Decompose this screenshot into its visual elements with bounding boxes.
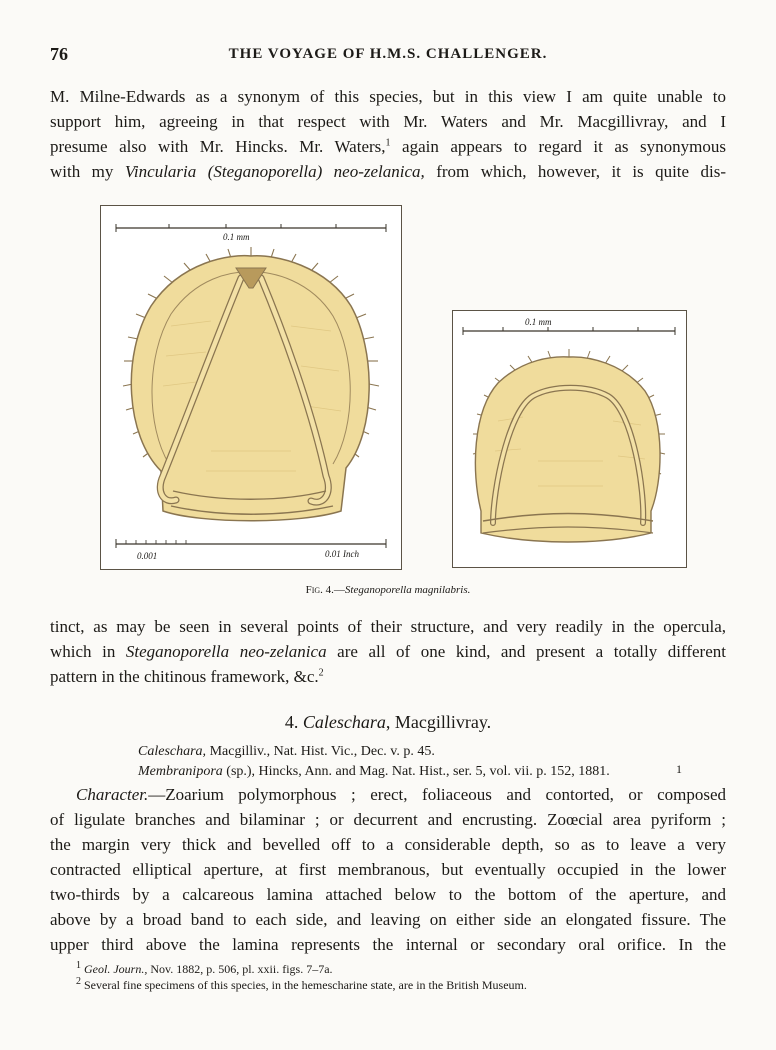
genus-author: , Macgillivray.: [385, 712, 492, 732]
footnote-ref: 1: [385, 137, 391, 149]
text-line: the margin very thick and bevelled off to a considerable depth, so as to leave a very: [50, 835, 726, 854]
text-line: upper third above the lamina represents the internal or secondary oral orifice. In the: [50, 935, 726, 954]
synonym-ref: Macgilliv., Nat. Hist. Vic., Dec. v. p. 45.: [206, 744, 435, 759]
page-header: [50, 44, 726, 66]
synonymy-line: [138, 764, 610, 780]
synonym-ref: (sp.), Hincks, Ann. and Mag. Nat. Hist., ser. 5, vol. vii. p. 152, 1881.: [222, 764, 610, 779]
running-title: THE VOYAGE OF H.M.S. CHALLENGER.: [228, 46, 548, 62]
page-number: 76: [50, 44, 68, 64]
zooecium-drawing-small: [453, 311, 686, 567]
text-run: again appears to regard it as synonymous: [390, 137, 726, 156]
paragraph-2: [50, 614, 726, 689]
footnote-ref: 2: [318, 667, 324, 679]
text-run: with my: [50, 162, 125, 181]
text-run: —Zoarium polymorphous ; erect, foliaceous and contorted, or composed: [148, 785, 726, 804]
synonym-name: Caleschara,: [138, 744, 207, 759]
text-run: from which, however, it is quite dis-: [424, 162, 726, 181]
section-number: 4.: [284, 712, 303, 732]
text-line: [50, 639, 726, 664]
text-line: two-thirds by a calcareous lamina attached below to the bottom of the aperture, and: [50, 885, 726, 904]
caption-dash: —: [333, 584, 345, 596]
footnote-mark: 2: [76, 976, 81, 987]
footnote-mark: 1: [76, 960, 81, 971]
text-run: which in: [50, 642, 126, 661]
text-line: tinct, as may be seen in several points of their structure, and very readily in the opercula,: [50, 617, 726, 636]
text-line: [50, 664, 726, 689]
footnote-text: Nov. 1882, p. 506, pl. xxii. figs. 7–7a.: [147, 962, 333, 976]
text-line: M. Milne-Edwards as a synonym of this species, but in this view I am quite unable to: [50, 87, 726, 106]
scale-label-small: 0.001: [137, 551, 158, 561]
footnote-text: Several fine specimens of this species, in the hemescharine state, are in the British Museum.: [81, 978, 527, 992]
section-heading: [0, 712, 776, 733]
character-label: Character.: [76, 785, 149, 804]
text-line: of ligulate branches and bilaminar ; or decurrent and encrusting. Zoœcial area pyriform ;: [50, 810, 726, 829]
scale-label-mm: 0.1 mm: [223, 232, 250, 242]
text-line: [50, 782, 726, 807]
text-line: [50, 134, 726, 159]
zooecium-drawing-large: [101, 206, 401, 569]
footnote-1: [76, 962, 333, 977]
footnote-2: [76, 978, 527, 993]
scale-label-inch: 0.01 Inch: [325, 549, 359, 559]
genus-name: Caleschara: [302, 712, 386, 732]
text-line: above by a broad band to each side, and leaving on either side an elongated fissure. The: [50, 910, 726, 929]
synonymy-line: [138, 744, 435, 760]
caption-species: Steganoporella magnilabris.: [344, 584, 471, 596]
journal-title: Geol. Journ.,: [81, 962, 148, 976]
paragraph-1: [50, 84, 726, 184]
figure-label: Fig. 4.: [305, 584, 334, 596]
text-line: support him, agreeing in that respect with Mr. Waters and Mr. Macgillivray, and I: [50, 112, 726, 131]
taxon-name: Vincularia (Steganoporella) neo-zelanica,: [124, 162, 425, 181]
figure-left-panel: [100, 205, 402, 570]
text-run: presume also with Mr. Hincks. Mr. Waters,: [50, 137, 386, 156]
text-line: [50, 159, 726, 184]
synonymy-footnote-mark: 1: [676, 762, 682, 776]
text-line: contracted elliptical aperture, at first membranous, but eventually occupied in the lower: [50, 860, 726, 879]
paragraph-3: [50, 782, 726, 957]
figure-caption: [0, 584, 776, 596]
synonym-name: Membranipora: [138, 764, 223, 779]
scale-label-mm-small: 0.1 mm: [525, 317, 552, 327]
taxon-name: Steganoporella neo-zelanica: [125, 642, 327, 661]
text-run: are all of one kind, and present a totally different: [326, 642, 726, 661]
text-run: pattern in the chitinous framework, &c.: [50, 667, 319, 686]
figure-right-panel: [452, 310, 687, 568]
